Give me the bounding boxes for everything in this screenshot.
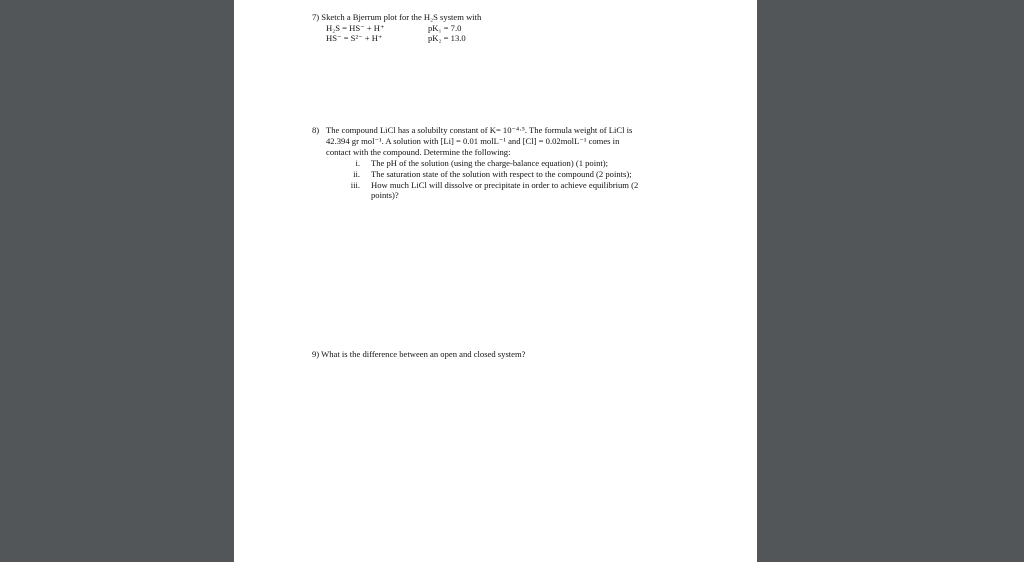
q8-item-1-marker: i. (355, 158, 360, 168)
document-page (234, 0, 757, 562)
q8-item-3-marker: iii. (350, 180, 360, 190)
q8-item-2-text: The saturation state of the solution with respect to the compound (2 points); (371, 169, 632, 179)
q8-item-3-text: How much LiCl will dissolve or precipitate in order to achieve equilibrium (2 (371, 180, 639, 190)
q7-reaction-1: H₂S = HS⁻ + H⁺ (326, 23, 385, 33)
q8-line-3: contact with the compound. Determine the following: (326, 147, 511, 157)
q7-pk1: pK₁ = 7.0 (428, 23, 462, 33)
q7-reaction-2: HS⁻ = S²⁻ + H⁺ (326, 33, 383, 43)
q8-line-2: 42.394 gr mol⁻¹. A solution with [Li] = 0.01 molL⁻¹ and [Cl] = 0.02molL⁻¹ comes in (326, 136, 620, 146)
q8-item-3-continuation: points)? (371, 190, 399, 200)
q7-pk2: pK₂ = 13.0 (428, 33, 466, 43)
q8-item-1-text: The pH of the solution (using the charge-balance equation) (1 point); (371, 158, 609, 168)
q8-line-1: The compound LiCl has a solubilty constant of K= 10⁻⁴·⁵. The formula weight of LiCl is (326, 125, 633, 135)
q7-heading: 7) Sketch a Bjerrum plot for the H₂S system with (312, 12, 482, 22)
q8-item-2-marker: ii. (353, 169, 360, 179)
q8-number: 8) (312, 125, 320, 135)
q9-text: 9) What is the difference between an open and closed system? (312, 349, 526, 359)
